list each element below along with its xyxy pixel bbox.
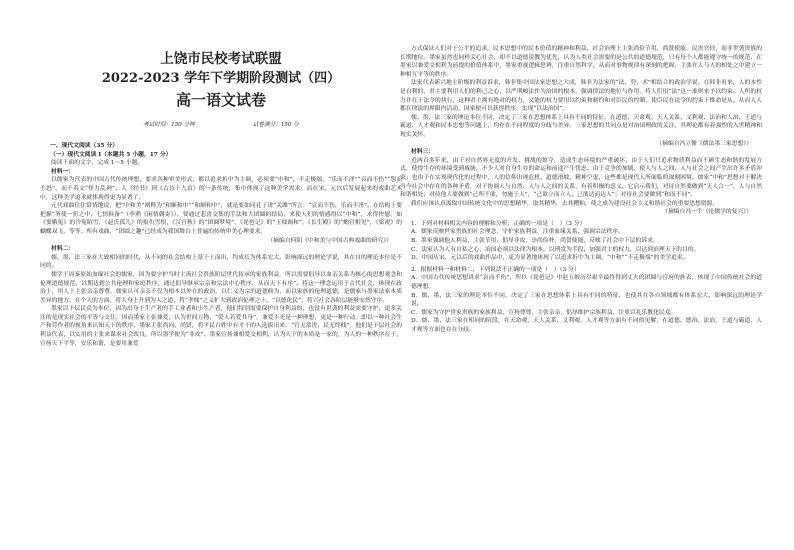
paragraph: 儒学于周秦原始血缘社会的儒家，因为要守护当时主流社会贵族阶层世代传承的家族利益，所以需要倡导以血亲关系为核心的思想观念和伦理道德规范，以期达到公共伦理和家庭秩序，通过倡导继承宗亲和宗法中心秩序，从而天下有序”。将这一理念运用于古代社会，体现在政治上，用人上主张亲亲尊尊，儒家认可亲亲不仅为根本以外在的政治，以仁义为宗的道德修为，而以家族的伦理道德，是儒家与墨家法家本质差异的地方。在个人的方面，将人身上升到为人之道，将“孝悌”之义扩大到政治伦理之上，“以德化民”，将兴社会各阶层能够安然守序。 <box>40 271 402 304</box>
instruction: 阅读下面的文字，完成 1～5 小题。 <box>51 160 144 167</box>
exam-info <box>40 120 402 128</box>
material-3-label: 材料三： <box>411 149 435 156</box>
paragraph: 儒、墨、法三家的理论本位不同，决定了三家在思想体系上具有不同的特征。在道德、天命观、天人关系、义利观、法治和人治、王道与霸道、人才观和民本思想等问题上，均存在不同程度的分歧与差异。三家思想的共同点是对治国理政的关注，其理论都有着强烈的入世精神和现实关怀。 <box>400 114 762 138</box>
material-1-label: 材料一： <box>51 168 75 175</box>
subsection-heading: （一）现代文阅读 I（本题共 5 小题，17 分） <box>50 151 172 158</box>
material-2-label: 材料二： <box>51 246 75 253</box>
option-c: C．法家认为人有自私之心，治国必须以法律为根本，以刑赏为手段，加强君主的权力，以达到治理天下的目的。 <box>411 246 700 253</box>
question-2: 2．根据材料一和材料二，下列说法不正确的一项是（ ）（3 分） <box>411 266 580 273</box>
section-heading: 一、现代文阅读（35 分） <box>50 143 119 149</box>
option-a: A．中国古代传统思想讲求“哀而不伤”，所以《琵琶记》中赵五娘历尽艰辛最终得到丈夫的团圆与官府的旌表，体现了中国传统社会的道德理想。 <box>411 275 762 291</box>
exam-org-title: 上饶市民校考试联盟 <box>160 51 282 67</box>
option-b: B．墨家强调他人利益，主张节用，倡导非攻，崇尚俭朴，尚贤使能，反映了社会中下层的诉求。 <box>411 238 659 245</box>
option-d: D．儒、墨、法三家在相同的阶段，在天命观、天人关系、义利观、人才观等方面有不同的见解，在道德、德治、法治、王道与霸道、人才观等方面也存在分歧。 <box>411 318 762 333</box>
paragraph: 墨家以下层民众为本位，因为出身于生产者的手工业者和小生产者，他们特别需要保护自身利益的，也没有世袭的利益需要守护，更多关注的是现实社会的平等与交往，因而墨家主张兼爱，认为世间万物，“爱人若爱其身”，兼爱不光是一种理想，更是一种行动。即以一种社会生产和劳作者的视角来认知天下的秩序，墨家主张尚同、尚贤，将平民百姓中有才干的人选拔出来，“官无常贵，民无终贱”。他们是下层社会的利益代表，以实用的主张来谋求社会改良，所以墨学便为“非攻”、墨家宣扬兼相爱交相利，认为天下的本质是一家的，为人的一种秩序在于，宣扬天下平等，安乐和谐，是要用兼爱 <box>40 306 402 347</box>
option-d: D．中国从宋、元以后的戏曲作品中，更为显著地体现了以追求折中为主调，“中和”“不走极端”的美学追求。 <box>411 255 689 262</box>
paragraph: 法家代表新兴地主阶级的利益诉求，韩非集中国法家思想之大成，韩非为法家的“法、势、术”相结合的政治学说。在韩非看来，人的本性是自利的，君主要利用人们的利己之心，以严刑峻法作为治国的根本，强调律法的地位与作用，将人们用“法”这一准则来予以约束。人所的权力并在于法令的执行，这种君主拥有绝对的权力，又能的权力要用以约束和制约和对臣民的控制，使臣民在法令的约束下惟命是从，从而人人都在律法的界限内活动，国家便可以获得秩序，实现“以法治国”。 <box>400 80 762 113</box>
source-citation: （摘编自何阳《中和美与中国古典戏曲的研究》） <box>267 237 392 244</box>
source-citation: （摘编自冯立鳌《儒法墨三家思想》） <box>656 140 752 147</box>
exam-subject-title: 高一语文试卷 <box>175 91 266 109</box>
option-a: A．儒家反映世家贵族的社会理念，守护家族利益，注重血缘关系，强调宗法秩序。 <box>411 229 624 236</box>
option-b: B．儒、墨、法三家的理论本位不同，决定了三家在思想体系上具有不同的特征，也使其在各自领域都有体系宏大、影响深远的理论学说。 <box>411 292 762 308</box>
exam-time: 考试时间：150 分钟 <box>143 122 195 128</box>
paragraph: 以儒家为代表的中国古代传统理想，要求各种审美形式，都以追求折中为主调，必须要“中和”，不走极端，“乐而不淫”“哀而不伤”“怨而不怒”，而不着文“怪力乱神”。人《经书》到《古诗十九首》的一条传统，集中体现了这种美学需求。而在宋、元以后发展起来的戏曲艺术中，这种美学追求就体现得更为显著了。 <box>40 177 402 201</box>
question-1: 1．下列对材料相关内容的理解和分析，正确的一项是（ ）（3 分） <box>411 220 586 227</box>
paragraph: 儒、墨、法三家在大致相同的时代，从不同的社会结构上基于土而出，均成长为体系宏大、影响深远的理论学说，其在自的理论本位是不同的。 <box>40 254 402 270</box>
source-citation: （摘编自冯一个《论儒学的复兴》） <box>662 209 752 216</box>
left-column <box>40 0 402 550</box>
option-c: C．儒家为守护世家贵族的家族利益，宣扬尊尊，主张亲亲，倡导维护宗族利益，注重以礼乐教化民众。 <box>411 309 677 316</box>
exam-term-title: 2022-2023 学年下学期阶段测试（四） <box>101 71 341 86</box>
paragraph: 近两百多年来，由于对自然界无度的开发、挑战的掠夺，造成生态环境的严重破坏，由于人们只追求物质利益而不顾生态和谐的发展方式，使得生存的环境受到威胁，不少人对自身生存的命运和前途产生忧虑。由于竞争的加剧，使人与人之间、人与社会之间产生出许多矛盾冲突；也由于在实现现代化的过程中，人的信仰出现危机、道德滑坡、精神空虚，这些都是现代人所面临的深刻困境。儒家“中和”思想对于解决当今社会中存在的各种矛盾，对于协调人与自然、人与人之间的关系，有着积极的意义。它启示我们，对待自然要做到“天人合一”，人与自然和谐相处；对待他人要做到“己所不欲，勿施于人”，“己欲立而立人，己欲达而达人”；对待社会要做到“和而不同”。 <box>400 157 762 199</box>
right-column <box>400 0 762 550</box>
paragraph: 我们应该认真汲取中国传统文化中的思想精华，取其精华，去其糟粕，使之成为建设社会主义和谐社会的重要思想资源。 <box>411 200 719 207</box>
exam-score: 试卷满分：150 分 <box>252 122 299 128</box>
paragraph: 方式保证人们对于公平的追求，民本思想中的民本价值的精神和利益，社会治理上主张尚俭节用，尚贤使能，民贵官轻，而非世袭贵族的长期地位。墨家虽然也同样关心社会，却不以道德说教为优先，认为人类社会需要的是公共的道德规范，只有每个人都能遵守统一的规范，在墨家以兼爱交相利为前提的价值体系中，墨家重视逻辑思辨，注重自然科学，从而对事物规律有深刻的把握，主张在人与人的相处之中建立一种相互平等的秩序。 <box>400 46 762 78</box>
paragraph: 元代戏曲往往常情地说，把“中和美”阐释为“和顺和中”“和顺和中”，就是要如同孔子讲“关雎”所言：“哀而不伤，乐而不淫”。在结构上要把握“务使一折之中，七情俱备”（李渔《闲情偶寄》）。要通过悲喜交集的手法和大团圆的结局，来使人们的情感得以“中和”，求得快慰。如《窦娥冤》的冷冤昭雪，《赵氏孤儿》的报仇雪恨，《汉宫秋》的“团圆梦境”，《琵琶记》的“玉烛调和”，《长生殿》的“蟾宫相见”，《梁祝》的蝴蝶双飞，等等。所有戏曲，“团圆之趣”已经成为我国舞台上普遍的传统审美心理要求。 <box>40 203 402 235</box>
